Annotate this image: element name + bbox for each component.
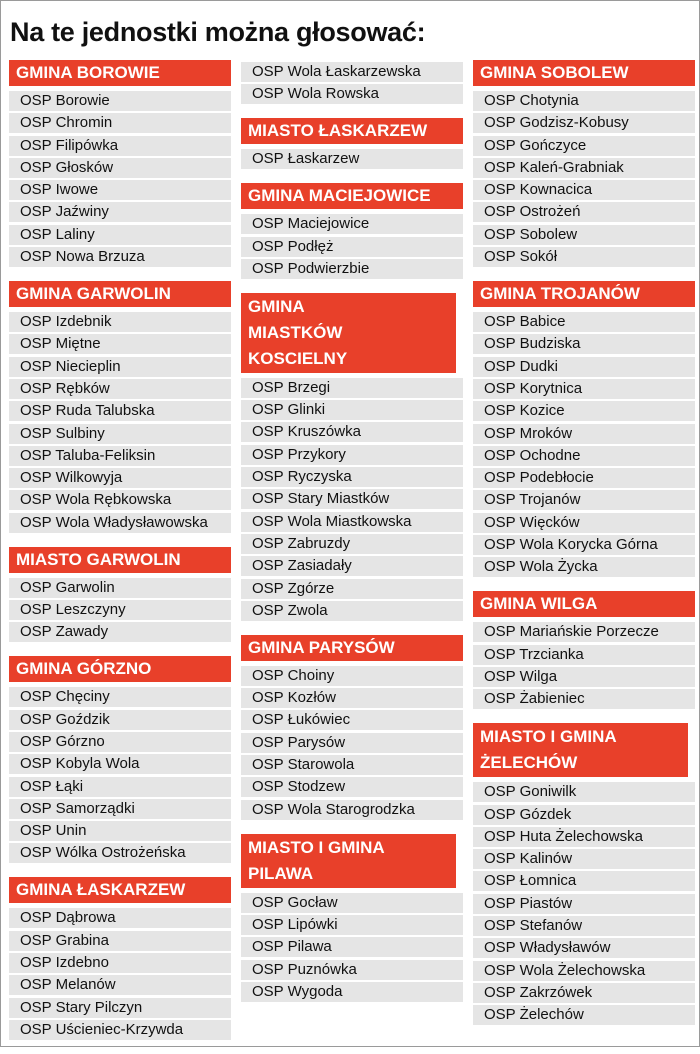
list-item: OSP Mroków <box>473 424 695 444</box>
list-item: OSP Wola Żelechowska <box>473 961 695 981</box>
group-header: GMINA SOBOLEW <box>473 60 695 86</box>
list-item: OSP Leszczyny <box>9 600 231 620</box>
list-item: OSP Puznówka <box>241 960 463 980</box>
list-item: OSP Uścieniec-Krzywda <box>9 1020 231 1040</box>
list-item: OSP Glinki <box>241 400 463 420</box>
group-header: GMINA GÓRZNO <box>9 656 231 682</box>
list-item: OSP Zawady <box>9 622 231 642</box>
group-header: MIASTO I GMINA ŻELECHÓW <box>473 723 688 777</box>
list-item: OSP Samorządki <box>9 799 231 819</box>
list-item: OSP Sokół <box>473 247 695 267</box>
list-item: OSP Stodzew <box>241 777 463 797</box>
list-item: OSP Zasiadały <box>241 556 463 576</box>
list-item: OSP Łukówiec <box>241 710 463 730</box>
list-item: OSP Unin <box>9 821 231 841</box>
list-item: OSP Melanów <box>9 975 231 995</box>
list-item: OSP Podwierzbie <box>241 259 463 279</box>
list-item: OSP Zgórze <box>241 579 463 599</box>
list-item: OSP Kruszówka <box>241 422 463 442</box>
list-item: OSP Borowie <box>9 91 231 111</box>
list-item: OSP Zabruzdy <box>241 534 463 554</box>
unit-group <box>241 834 463 1002</box>
unit-group <box>241 293 463 621</box>
list-item: OSP Podłęż <box>241 237 463 257</box>
list-item: OSP Więcków <box>473 513 695 533</box>
group-header: GMINA PARYSÓW <box>241 635 463 661</box>
list-item: OSP Wola Władysławowska <box>9 513 231 533</box>
list-item: OSP Stary Miastków <box>241 489 463 509</box>
list-item: OSP Dudki <box>473 357 695 377</box>
list-item: OSP Przykory <box>241 445 463 465</box>
unit-group <box>9 60 231 267</box>
list-item: OSP Zakrzówek <box>473 983 695 1003</box>
list-item: OSP Grabina <box>9 931 231 951</box>
list-item: OSP Żelechów <box>473 1005 695 1025</box>
list-item: OSP Władysławów <box>473 938 695 958</box>
list-item: OSP Gózdek <box>473 805 695 825</box>
list-item: OSP Gocław <box>241 893 463 913</box>
list-item: OSP Wilkowyja <box>9 468 231 488</box>
list-item: OSP Kozice <box>473 401 695 421</box>
list-item: OSP Wola Rowska <box>241 84 463 104</box>
list-item: OSP Taluba-Feliksin <box>9 446 231 466</box>
list-item: OSP Żabieniec <box>473 689 695 709</box>
unit-group <box>473 591 695 709</box>
list-item: OSP Wola Życka <box>473 557 695 577</box>
list-item: OSP Mariańskie Porzecze <box>473 622 695 642</box>
unit-group <box>9 547 231 643</box>
group-header: GMINA ŁASKARZEW <box>9 877 231 903</box>
list-item: OSP Choiny <box>241 666 463 686</box>
list-item: OSP Gończyce <box>473 136 695 156</box>
list-item: OSP Piastów <box>473 894 695 914</box>
group-header: GMINA MIASTKÓW KOSCIELNY <box>241 293 456 373</box>
list-item: OSP Łomnica <box>473 871 695 891</box>
page-title: Na te jednostki można głosować: <box>10 17 426 47</box>
group-header: GMINA WILGA <box>473 591 695 617</box>
list-item: OSP Goździk <box>9 710 231 730</box>
list-item: OSP Izdebnik <box>9 312 231 332</box>
group-header: MIASTO ŁASKARZEW <box>241 118 463 144</box>
list-item: OSP Niecieplin <box>9 357 231 377</box>
continued-list <box>241 62 463 104</box>
list-item: OSP Filipówka <box>9 136 231 156</box>
list-item: OSP Dąbrowa <box>9 908 231 928</box>
unit-group <box>473 60 695 267</box>
list-item: OSP Górzno <box>9 732 231 752</box>
list-item: OSP Ryczyska <box>241 467 463 487</box>
list-item: OSP Kalinów <box>473 849 695 869</box>
list-item: OSP Ostrożeń <box>473 202 695 222</box>
group-header: GMINA MACIEJOWICE <box>241 183 463 209</box>
list-item: OSP Kozłów <box>241 688 463 708</box>
list-item: OSP Izdebno <box>9 953 231 973</box>
column-1 <box>9 60 231 1054</box>
list-item: OSP Kownacica <box>473 180 695 200</box>
list-item: OSP Trojanów <box>473 490 695 510</box>
group-header: GMINA TROJANÓW <box>473 281 695 307</box>
list-item: OSP Stary Pilczyn <box>9 998 231 1018</box>
unit-group <box>241 183 463 279</box>
list-item: OSP Kobyla Wola <box>9 754 231 774</box>
list-item: OSP Wilga <box>473 667 695 687</box>
list-item: OSP Pilawa <box>241 937 463 957</box>
list-item: OSP Lipówki <box>241 915 463 935</box>
list-item: OSP Nowa Brzuza <box>9 247 231 267</box>
list-item: OSP Stefanów <box>473 916 695 936</box>
list-item: OSP Rębków <box>9 379 231 399</box>
list-item: OSP Laliny <box>9 225 231 245</box>
list-item: OSP Goniwilk <box>473 782 695 802</box>
list-item: OSP Kaleń-Grabniak <box>473 158 695 178</box>
list-item: OSP Chęciny <box>9 687 231 707</box>
list-item: OSP Zwola <box>241 601 463 621</box>
list-item: OSP Wola Korycka Górna <box>473 535 695 555</box>
list-item: OSP Wola Łaskarzewska <box>241 62 463 82</box>
list-item: OSP Babice <box>473 312 695 332</box>
group-header: MIASTO I GMINA PILAWA <box>241 834 456 888</box>
list-item: OSP Brzegi <box>241 378 463 398</box>
list-item: OSP Wola Starogrodzka <box>241 800 463 820</box>
list-item: OSP Ruda Talubska <box>9 401 231 421</box>
column-3 <box>473 60 695 1039</box>
list-item: OSP Sobolew <box>473 225 695 245</box>
list-item: OSP Iwowe <box>9 180 231 200</box>
list-item: OSP Wygoda <box>241 982 463 1002</box>
group-header: GMINA BOROWIE <box>9 60 231 86</box>
list-item: OSP Sulbiny <box>9 424 231 444</box>
list-item: OSP Ochodne <box>473 446 695 466</box>
list-item: OSP Wola Rębkowska <box>9 490 231 510</box>
list-item: OSP Maciejowice <box>241 214 463 234</box>
unit-group <box>473 723 695 1025</box>
list-item: OSP Godzisz-Kobusy <box>473 113 695 133</box>
list-item: OSP Głosków <box>9 158 231 178</box>
list-item: OSP Parysów <box>241 733 463 753</box>
list-item: OSP Miętne <box>9 334 231 354</box>
group-header: GMINA GARWOLIN <box>9 281 231 307</box>
list-item: OSP Wola Miastkowska <box>241 512 463 532</box>
unit-group <box>9 877 231 1039</box>
list-item: OSP Łąki <box>9 777 231 797</box>
column-2 <box>241 60 463 1016</box>
list-item: OSP Podebłocie <box>473 468 695 488</box>
list-item: OSP Chotynia <box>473 91 695 111</box>
list-item: OSP Korytnica <box>473 379 695 399</box>
list-item: OSP Chromin <box>9 113 231 133</box>
list-item: OSP Huta Żelechowska <box>473 827 695 847</box>
list-item: OSP Budziska <box>473 334 695 354</box>
list-item: OSP Łaskarzew <box>241 149 463 169</box>
list-item: OSP Garwolin <box>9 578 231 598</box>
unit-group <box>9 656 231 863</box>
list-item: OSP Trzcianka <box>473 645 695 665</box>
list-item: OSP Wólka Ostrożeńska <box>9 843 231 863</box>
list-item: OSP Jaźwiny <box>9 202 231 222</box>
unit-group <box>241 635 463 820</box>
unit-group <box>473 281 695 577</box>
unit-group <box>241 118 463 169</box>
list-item: OSP Starowola <box>241 755 463 775</box>
group-header: MIASTO GARWOLIN <box>9 547 231 573</box>
unit-group <box>9 281 231 533</box>
